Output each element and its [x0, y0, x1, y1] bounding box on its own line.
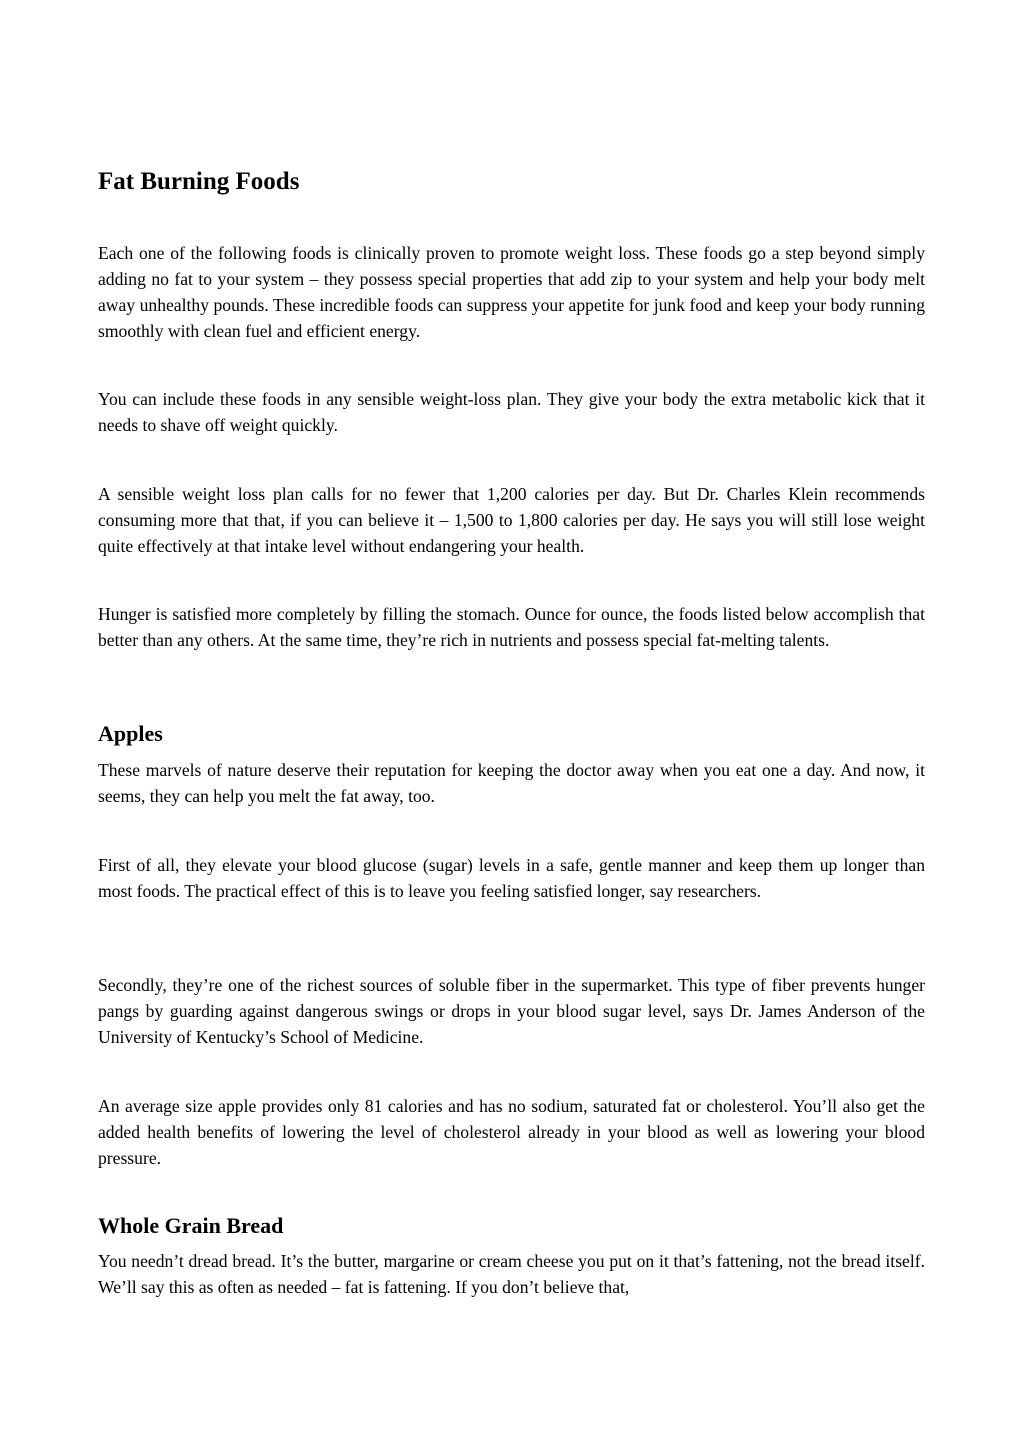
intro-paragraph-2: You can include these foods in any sensible weight-loss plan. They give your body the extra metabolic kick that it needs to shave off weight quickly.	[98, 389, 925, 435]
section-heading-apples: Apples	[98, 721, 163, 746]
apples-paragraph-4: An average size apple provides only 81 calories and has no sodium, saturated fat or cholesterol. You’ll also get the added health benefits of lowering the level of cholesterol already in your blood as well as lowering your blood pressure.	[98, 1096, 925, 1168]
intro-paragraph-3: A sensible weight loss plan calls for no fewer that 1,200 calories per day. But Dr. Charles Klein recommends consuming more that that, if you can believe it – 1,500 to 1,800 calories per day. He says you will still lose weight quite effectively at that intake level without endangering your health.	[98, 484, 925, 556]
apples-paragraph-2: First of all, they elevate your blood glucose (sugar) levels in a safe, gentle manner and keep them up longer than most foods. The practical effect of this is to leave you feeling satisfied longer, say researchers.	[98, 855, 925, 901]
apples-paragraph-3: Secondly, they’re one of the richest sources of soluble fiber in the supermarket. This type of fiber prevents hunger pangs by guarding against dangerous swings or drops in your blood sugar level, says Dr. James Anderson of the University of Kentucky’s School of Medicine.	[98, 975, 925, 1047]
bread-paragraph-1: You needn’t dread bread. It’s the butter, margarine or cream cheese you put on it that’s fattening, not the bread itself. We’ll say this as often as needed – fat is fattening. If you don’t believe that,	[98, 1251, 925, 1297]
intro-paragraph-1: Each one of the following foods is clinically proven to promote weight loss. These foods go a step beyond simply adding no fat to your system – they possess special properties that add zip to your system and help your body melt away unhealthy pounds. These incredible foods can suppress your appetite for junk food and keep your body running smoothly with clean fuel and efficient energy.	[98, 243, 925, 341]
page-title: Fat Burning Foods	[98, 168, 300, 195]
apples-paragraph-1: These marvels of nature deserve their reputation for keeping the doctor away when you eat one a day. And now, it seems, they can help you melt the fat away, too.	[98, 760, 925, 806]
section-heading-whole-grain-bread: Whole Grain Bread	[98, 1213, 284, 1238]
intro-paragraph-4: Hunger is satisfied more completely by filling the stomach. Ounce for ounce, the foods listed below accomplish that better than any others. At the same time, they’re rich in nutrients and possess special fat-melting talents.	[98, 604, 925, 650]
